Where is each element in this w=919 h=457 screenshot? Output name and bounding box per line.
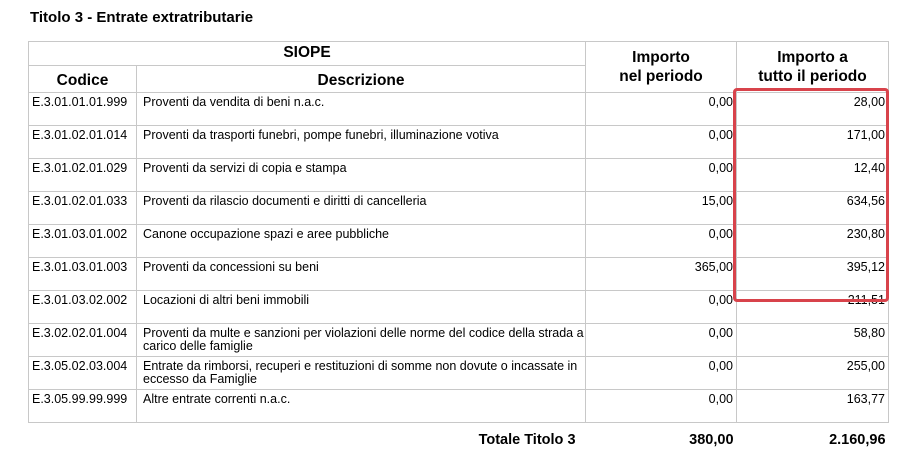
descrizione-cell: Proventi da rilascio documenti e diritti di cancelleria [137, 192, 586, 225]
section-title: Titolo 3 - Entrate extratributarie [30, 9, 253, 26]
importo-tutto-cell: 28,00 [737, 93, 889, 126]
importo-periodo-cell: 0,00 [586, 159, 737, 192]
importo-tutto-cell: 395,12 [737, 258, 889, 291]
descrizione-cell: Proventi da concessioni su beni [137, 258, 586, 291]
table-row [29, 126, 889, 159]
siope-header: SIOPE [29, 42, 586, 66]
codice-cell: E.3.05.99.99.999 [29, 390, 137, 423]
table-row [29, 390, 889, 423]
importo-tutto-cell: 163,77 [737, 390, 889, 423]
total-label: Totale Titolo 3 [137, 423, 586, 457]
importo-periodo-cell: 365,00 [586, 258, 737, 291]
importo-tutto-header-line2: tutto il periodo [758, 68, 866, 85]
importo-tutto-cell: 211,51 [737, 291, 889, 324]
table-row [29, 291, 889, 324]
table-row [29, 93, 889, 126]
table-row [29, 159, 889, 192]
total-importo-tutto: 2.160,96 [737, 423, 889, 457]
importo-periodo-cell: 0,00 [586, 225, 737, 258]
table-row [29, 357, 889, 390]
table-row [29, 225, 889, 258]
codice-cell: E.3.01.03.01.003 [29, 258, 137, 291]
importo-tutto-cell: 255,00 [737, 357, 889, 390]
total-row [29, 423, 889, 457]
importo-tutto-cell: 171,00 [737, 126, 889, 159]
descrizione-cell: Proventi da multe e sanzioni per violazioni delle norme del codice della strada a carico delle famiglie [137, 324, 586, 357]
importo-periodo-cell: 0,00 [586, 93, 737, 126]
importo-periodo-header-line1: Importo [632, 49, 690, 66]
importo-periodo-header [586, 42, 737, 93]
importo-periodo-header-line2: nel periodo [619, 68, 703, 85]
importo-periodo-cell: 0,00 [586, 291, 737, 324]
descrizione-cell: Canone occupazione spazi e aree pubbliche [137, 225, 586, 258]
entrate-table [28, 41, 889, 457]
codice-cell: E.3.05.02.03.004 [29, 357, 137, 390]
codice-cell: E.3.01.02.01.029 [29, 159, 137, 192]
codice-header: Codice [29, 66, 137, 93]
descrizione-cell: Proventi da trasporti funebri, pompe funebri, illuminazione votiva [137, 126, 586, 159]
importo-periodo-cell: 0,00 [586, 126, 737, 159]
descrizione-cell: Entrate da rimborsi, recuperi e restituzioni di somme non dovute o incassate in eccesso da Famiglie [137, 357, 586, 390]
importo-tutto-cell: 58,80 [737, 324, 889, 357]
table-row [29, 192, 889, 225]
codice-cell: E.3.01.03.01.002 [29, 225, 137, 258]
codice-cell: E.3.01.02.01.014 [29, 126, 137, 159]
descrizione-cell: Proventi da servizi di copia e stampa [137, 159, 586, 192]
importo-periodo-cell: 0,00 [586, 390, 737, 423]
total-spacer [29, 423, 137, 457]
codice-cell: E.3.01.03.02.002 [29, 291, 137, 324]
codice-cell: E.3.01.02.01.033 [29, 192, 137, 225]
importo-tutto-header [737, 42, 889, 93]
importo-tutto-cell: 230,80 [737, 225, 889, 258]
importo-periodo-cell: 0,00 [586, 357, 737, 390]
codice-cell: E.3.01.01.01.999 [29, 93, 137, 126]
table-row [29, 258, 889, 291]
codice-cell: E.3.02.02.01.004 [29, 324, 137, 357]
descrizione-header: Descrizione [137, 66, 586, 93]
descrizione-cell: Proventi da vendita di beni n.a.c. [137, 93, 586, 126]
importo-tutto-cell: 634,56 [737, 192, 889, 225]
total-importo-periodo: 380,00 [586, 423, 737, 457]
table-row [29, 324, 889, 357]
importo-periodo-cell: 15,00 [586, 192, 737, 225]
importo-tutto-cell: 12,40 [737, 159, 889, 192]
descrizione-cell: Locazioni di altri beni immobili [137, 291, 586, 324]
importo-periodo-cell: 0,00 [586, 324, 737, 357]
importo-tutto-header-line1: Importo a [777, 49, 848, 66]
descrizione-cell: Altre entrate correnti n.a.c. [137, 390, 586, 423]
